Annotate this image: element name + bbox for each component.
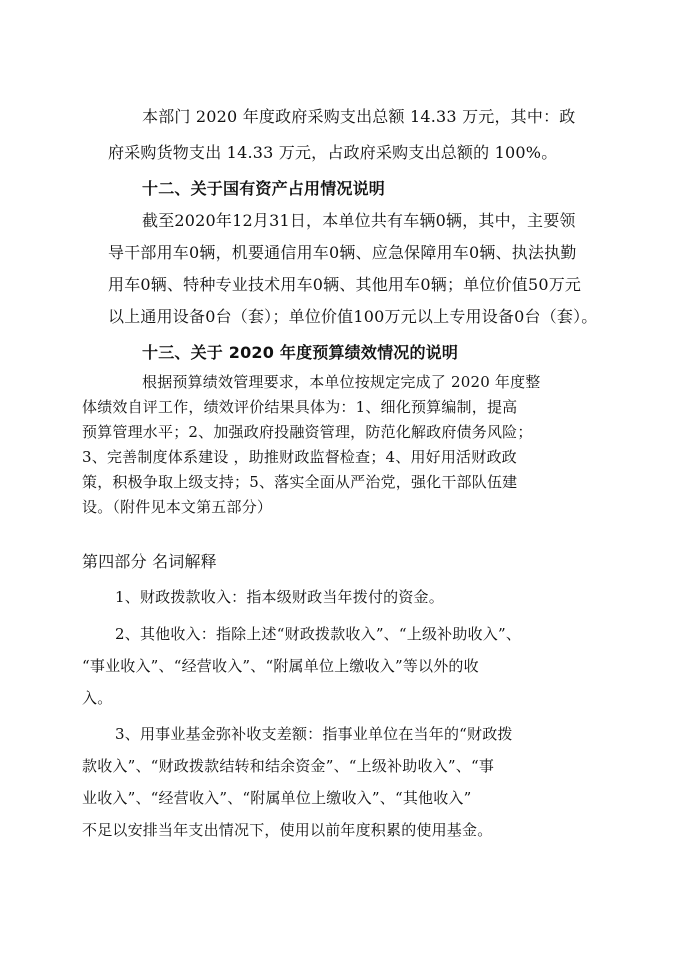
section-13-line: 3、完善制度体系建设 ，助推财政监督检查；4、用好用活财政政: [82, 448, 517, 466]
purchase-paragraph-line: 本部门 2020 年度政府采购支出总额 14.33 万元，其中：政: [142, 107, 576, 126]
section-12-line: 截至2020年12月31日，本单位共有车辆0辆，其中，主要领: [142, 211, 576, 230]
glossary-item-3-line: 款收入”、“财政拨款结转和结余资金”、“上级补助收入”、“事: [82, 757, 495, 775]
section-13-line: 预算管理水平；2、加强政府投融资管理，防范化解政府债务风险；: [82, 423, 533, 441]
section-13-line: 策，积极争取上级支持；5、落实全面从严治党，强化干部队伍建: [82, 473, 518, 491]
section-12-line: 用车0辆、特种专业技术用车0辆、其他用车0辆；单位价值50万元: [108, 275, 582, 294]
glossary-item-3-line: 业收入”、“经营收入”、“附属单位上缴收入”、“其他收入”: [82, 789, 472, 807]
purchase-paragraph-line: 府采购货物支出 14.33 万元，占政府采购支出总额的 100%。: [108, 143, 558, 162]
section-13-heading: 十三、关于 2020 年度预算绩效情况的说明: [142, 343, 459, 362]
section-12-heading: 十二、关于国有资产占用情况说明: [142, 179, 386, 198]
glossary-item-2-line: 入。: [82, 689, 113, 707]
section-13-line: 设。（附件见本文第五部分）: [82, 498, 273, 516]
section-12-line: 以上通用设备0台（套）；单位价值100万元以上专用设备0台（套）。: [108, 307, 598, 326]
glossary-item-3-line: 3、用事业基金弥补收支差额：指事业单位在当年的“财政拨: [115, 725, 513, 743]
glossary-item-2-line: “事业收入”、“经营收入”、“附属单位上缴收入”等以外的收: [82, 657, 479, 675]
glossary-item-3-line: 不足以安排当年支出情况下，使用以前年度积累的使用基金。: [82, 821, 493, 839]
glossary-item-2-line: 2、其他收入：指除上述“财政拨款收入”、“上级补助收入”、: [115, 625, 522, 643]
section-13-line: 体绩效自评工作，绩效评价结果具体为：1、细化预算编制，提高: [82, 398, 518, 416]
section-13-line: 根据预算绩效管理要求，本单位按规定完成了 2020 年度整: [142, 373, 541, 391]
section-12-line: 导干部用车0辆，机要通信用车0辆、应急保障用车0辆、执法执勤: [108, 243, 577, 262]
glossary-item-1: 1、财政拨款收入：指本级财政当年拨付的资金。: [115, 588, 444, 606]
part-4-heading: 第四部分 名词解释: [82, 552, 217, 571]
